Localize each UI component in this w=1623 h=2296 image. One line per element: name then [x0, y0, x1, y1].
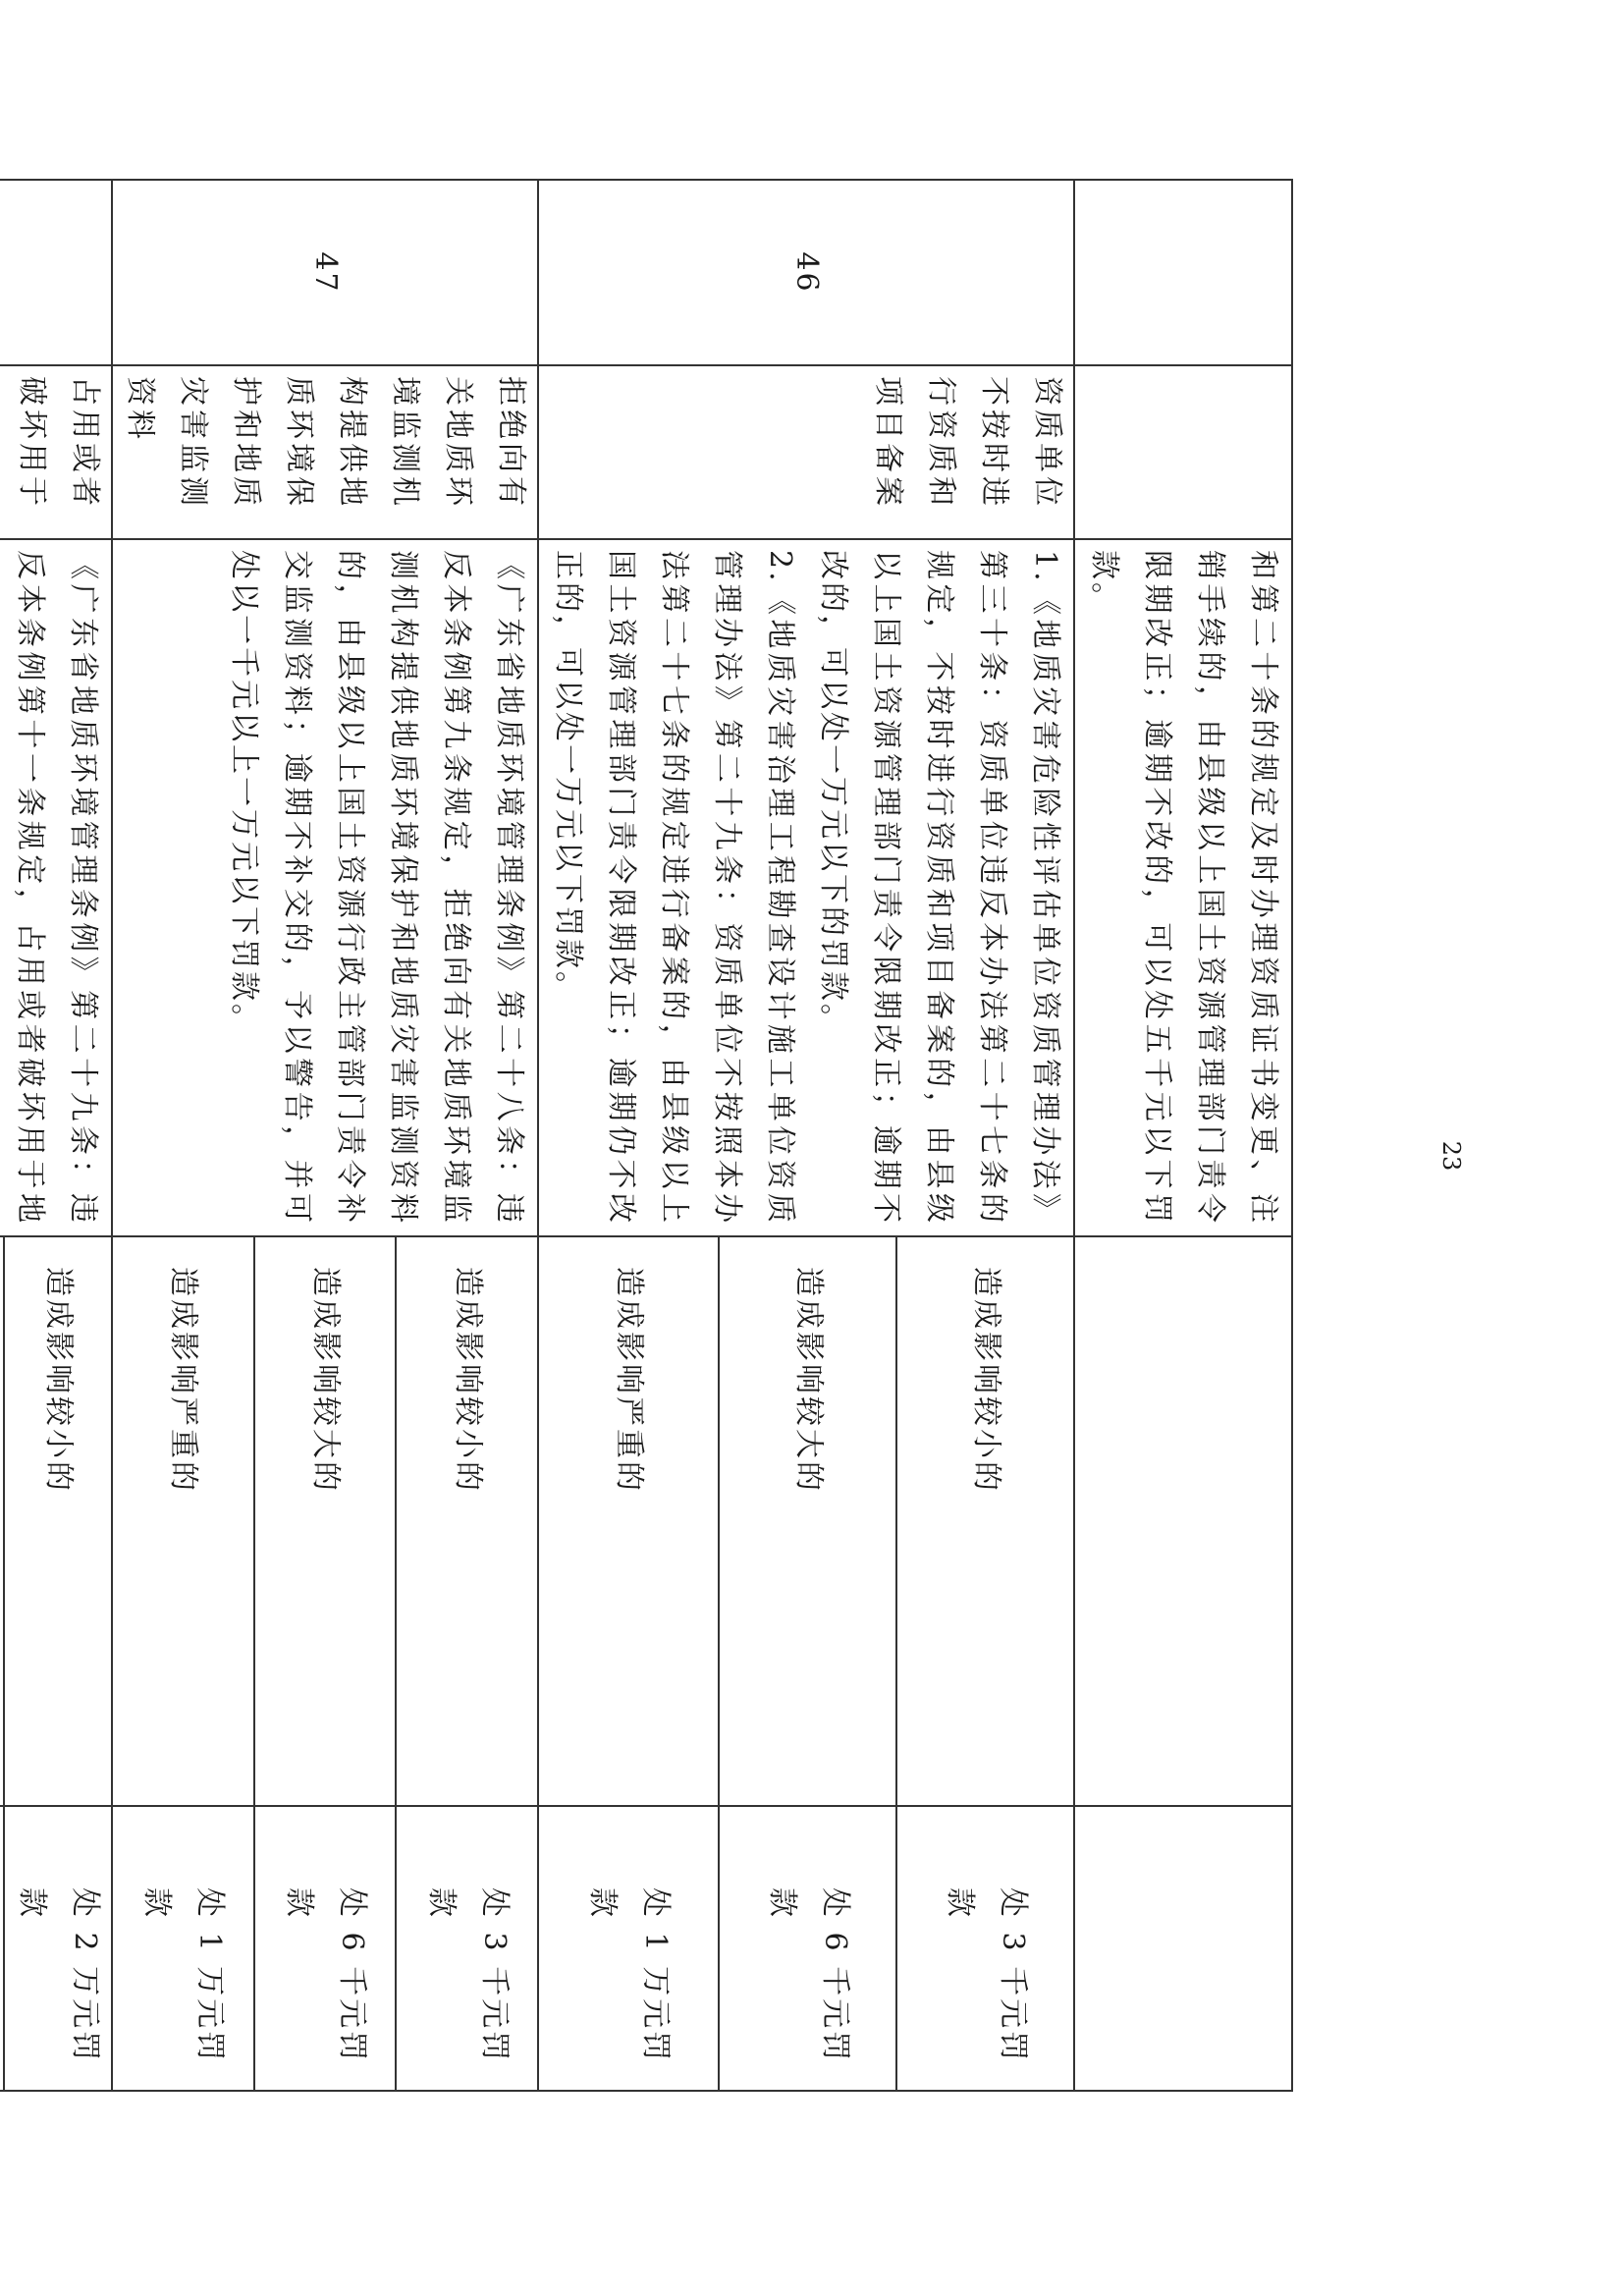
- basis-text: 和第二十条的规定及时办理资质证书变更、注销手续的，由县级以上国土资源管理部门责令限期改正；逾期不改的，可以处五千元以下罚款。: [1087, 550, 1280, 1226]
- basis-paragraph: 《广东省地质环境管理条例》第二十九条：违反本条例第十一条规定，占用或者破坏用于地: [13, 550, 100, 1226]
- circumstance: 造成影响较小的: [4, 1236, 112, 1806]
- name-cell: [1074, 365, 1292, 539]
- circumstance: 造成影响较小的: [896, 1236, 1074, 1806]
- item-number: 47: [112, 180, 538, 365]
- basis-cell: [1074, 539, 1292, 1236]
- circumstance: 造成影响较小的: [396, 1236, 538, 1806]
- penalty-cell: [1074, 1806, 1292, 2091]
- legal-basis: [0, 539, 112, 1236]
- penalty-amount: 处 3 千元罚款: [396, 1806, 538, 2091]
- penalty-amount: 处 1 万元罚款: [538, 1806, 719, 2091]
- item-number: 46: [538, 180, 1074, 365]
- penalty-amount: [0, 1806, 4, 2091]
- item-number: [0, 180, 112, 365]
- circumstance: 造成影响较大的: [254, 1236, 397, 1806]
- condition-cell: [1074, 1236, 1292, 1806]
- circumstance: [0, 1236, 4, 1806]
- rotated-table-page: [13, 179, 1293, 2090]
- violation-name: 占用或者破坏用于: [0, 365, 112, 539]
- penalty-amount: 处 1 万元罚款: [112, 1806, 254, 2091]
- legal-basis: [112, 539, 538, 1236]
- page-number: 23: [1437, 1140, 1465, 1172]
- violation-name: 拒绝向有关地质环境监测机构提供地质环境保护和地质灾害监测资料: [112, 365, 538, 539]
- table-row: [896, 180, 1074, 2091]
- circumstance: 造成影响严重的: [112, 1236, 254, 1806]
- table-row: [4, 180, 112, 2091]
- violation-name: 资质单位不按时进行资质和项目备案: [538, 365, 1074, 539]
- circumstance: 造成影响较大的: [719, 1236, 896, 1806]
- penalty-amount: 处 2 万元罚款: [4, 1806, 112, 2091]
- number-cell: [1074, 180, 1292, 365]
- penalty-amount: 处 6 千元罚款: [719, 1806, 896, 2091]
- penalty-amount: 处 3 千元罚款: [896, 1806, 1074, 2091]
- basis-paragraph: 1.《地质灾害危险性评估单位资质管理办法》第三十条：资质单位违反本办法第二十七条的规定，不按时进行资质和项目备案的，由县级以上国土资源管理部门责令限期改正；逾期不改的，可以处一万元以下的罚款。: [816, 550, 1062, 1226]
- basis-paragraph: 2.《地质灾害治理工程勘查设计施工单位资质管理办法》第二十九条：资质单位不按照本办法第二十七条的规定进行备案的，由县级以上国土资源管理部门责令限期改正；逾期仍不改正的，可以处一万元以下罚款。: [551, 550, 797, 1226]
- penalty-standard-table: [0, 179, 1293, 2092]
- continuation-row: [1074, 180, 1292, 2091]
- table-row: [396, 180, 538, 2091]
- basis-paragraph: 《广东省地质环境管理条例》第二十八条：违反本条例第九条规定，拒绝向有关地质环境监测机构提供地质环境保护和地质灾害监测资料的，由县级以上国土资源行政主管部门责令补交监测资料；逾期不补交的，予以警告，并可处以一千元以上一万元以下罚款。: [227, 550, 526, 1226]
- circumstance: 造成影响严重的: [538, 1236, 719, 1806]
- penalty-amount: 处 6 千元罚款: [254, 1806, 397, 2091]
- legal-basis: [538, 539, 1074, 1236]
